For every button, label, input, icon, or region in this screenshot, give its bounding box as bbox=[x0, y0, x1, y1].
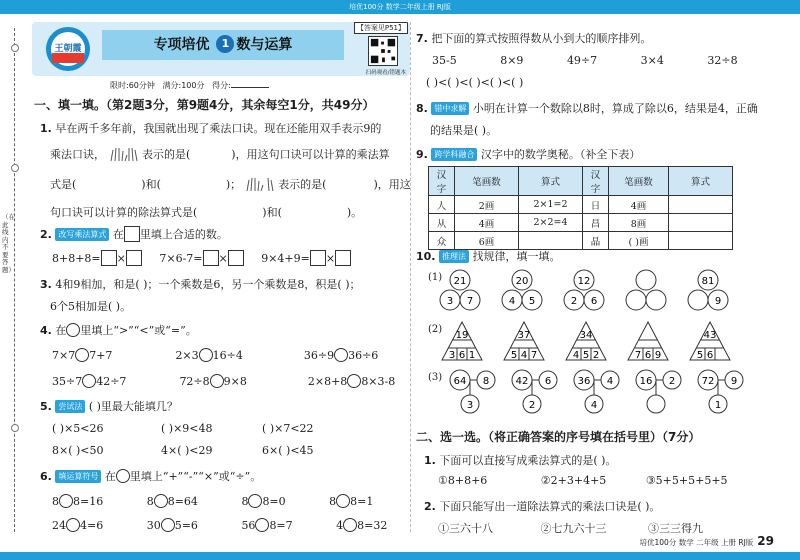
operator-circle[interactable] bbox=[59, 494, 73, 508]
table-row bbox=[429, 232, 733, 250]
q1-line3 bbox=[50, 176, 411, 192]
q4-expr: 7×7 bbox=[52, 349, 76, 362]
pattern-number: 4 bbox=[520, 350, 528, 361]
q5-row2 bbox=[52, 444, 314, 457]
q5-ineq: 6×( )<45 bbox=[262, 444, 314, 457]
times-sign: × bbox=[325, 252, 336, 265]
q8-line2: 的结果是( )。 bbox=[430, 124, 498, 137]
pattern-circle bbox=[688, 290, 708, 310]
pattern-number: 2 bbox=[528, 400, 536, 411]
operator-circle[interactable] bbox=[336, 494, 350, 508]
margin-notice: （在此线内不要答题） bbox=[2, 213, 15, 274]
c2-number: 2. bbox=[424, 500, 436, 513]
c2-line bbox=[424, 498, 660, 514]
q6-operand: 8 bbox=[52, 495, 59, 508]
pattern-number: 72 bbox=[701, 376, 715, 387]
q4-expr: 8×3-8 bbox=[361, 375, 396, 388]
pattern-number: 21 bbox=[453, 276, 467, 287]
operator-circle[interactable] bbox=[66, 518, 80, 532]
column-header: 算式 bbox=[519, 167, 583, 196]
pattern-number: 6 bbox=[644, 350, 652, 361]
q4-number: 4. bbox=[40, 324, 52, 337]
pattern-circle bbox=[647, 395, 665, 413]
compare-circle[interactable] bbox=[75, 348, 89, 362]
q1-line1 bbox=[40, 120, 381, 136]
pattern-number: 5 bbox=[582, 350, 590, 361]
pattern-number: 4 bbox=[572, 350, 580, 361]
page-number: 29 bbox=[757, 534, 774, 548]
pattern-number: 43 bbox=[703, 330, 717, 341]
q6-operand: 4 bbox=[336, 519, 344, 532]
q5-text: ( )里最大能填几？ bbox=[88, 400, 178, 413]
q3-line1 bbox=[40, 276, 361, 292]
operator-circle[interactable] bbox=[255, 518, 269, 532]
q4-expr: 72÷8 bbox=[179, 375, 210, 388]
option[interactable]: ③5+5+5+5+5 bbox=[645, 474, 728, 487]
cell: 众 bbox=[429, 232, 455, 250]
q4-expr: 16÷4 bbox=[212, 349, 243, 362]
pattern-number: 36 bbox=[577, 376, 591, 387]
compare-circle[interactable] bbox=[347, 374, 361, 388]
q6-result: 8=16 bbox=[73, 495, 104, 508]
q5-line1 bbox=[40, 398, 178, 414]
q2-line2 bbox=[52, 250, 351, 266]
q1-text3c: )； bbox=[225, 178, 242, 191]
pattern-number: 5 bbox=[510, 350, 518, 361]
top-banner: 培优100分 数学二年级上册 RJ版 bbox=[0, 0, 800, 14]
q2-expr-c: 9×4+9= bbox=[261, 252, 310, 265]
q3-text1: 4和9相加，和是( )；一个乘数是6，另一个乘数是8，积是( )； bbox=[55, 278, 361, 291]
square-icon bbox=[124, 226, 140, 242]
option[interactable]: ①三六十八 bbox=[438, 522, 493, 535]
pattern-circle bbox=[626, 290, 646, 310]
q6-tag: 填运算符号 bbox=[55, 470, 101, 483]
answer-box[interactable] bbox=[310, 250, 326, 266]
cell: 人 bbox=[429, 196, 455, 214]
option[interactable]: ②2+3+4+5 bbox=[540, 474, 607, 487]
q2-text2: 里填上合适的数。 bbox=[139, 228, 228, 241]
q5-row1 bbox=[52, 422, 314, 435]
q8-number: 8. bbox=[416, 102, 428, 115]
column-header: 笔画数 bbox=[455, 167, 519, 196]
q4-expr: 7+7 bbox=[89, 349, 113, 362]
q9-tag: 跨学科融合 bbox=[431, 148, 477, 161]
q6-result: 8=0 bbox=[262, 495, 286, 508]
pattern-number: 6 bbox=[706, 350, 714, 361]
q4-line1 bbox=[40, 322, 197, 338]
cut-line bbox=[14, 28, 15, 532]
answer-cell[interactable] bbox=[669, 214, 733, 232]
q4-row1 bbox=[52, 348, 378, 362]
cell: 日 bbox=[583, 196, 609, 214]
table-row bbox=[429, 196, 733, 214]
q10-part2-label: (2) bbox=[428, 324, 443, 335]
q5-tag: 尝试法 bbox=[55, 400, 85, 413]
q6-result: 5=6 bbox=[174, 519, 198, 532]
operator-circle[interactable] bbox=[161, 518, 175, 532]
operator-circle[interactable] bbox=[154, 494, 168, 508]
q6-operand: 30 bbox=[146, 519, 161, 532]
c1-number: 1. bbox=[424, 454, 436, 467]
cell: 晶 bbox=[583, 232, 609, 250]
punch-hole-icon bbox=[11, 424, 19, 432]
q1-text3a: 式是( bbox=[50, 178, 77, 191]
q6-operand: 24 bbox=[52, 519, 66, 532]
pattern-number: 8 bbox=[482, 376, 490, 387]
q6-number: 6. bbox=[40, 470, 52, 483]
answer-reference: 【答案见P51】 bbox=[354, 22, 408, 34]
bottom-banner bbox=[0, 552, 800, 560]
q8-text1: 小明在计算一个数除以8时，算成了除以6，结果是4，正确 bbox=[472, 102, 758, 115]
q4-expr: 2×3 bbox=[175, 349, 199, 362]
q9-text: 汉字中的数学奥秘。（补全下表） bbox=[480, 148, 641, 161]
pattern-number: 37 bbox=[517, 330, 531, 341]
pattern-number: 42 bbox=[515, 376, 529, 387]
q7-item: 8×9 bbox=[500, 54, 524, 67]
score-label: 得分: bbox=[212, 81, 231, 90]
logo-text: 王朝霞 bbox=[54, 44, 82, 54]
cell: 昌 bbox=[583, 214, 609, 232]
q10-part1-label: (1) bbox=[428, 272, 443, 283]
q1-text4c: )。 bbox=[346, 206, 363, 219]
pattern-number: 4 bbox=[508, 296, 516, 307]
page-footer bbox=[640, 534, 774, 548]
cell: 8画 bbox=[609, 214, 669, 232]
table-header-row bbox=[429, 167, 733, 196]
q7-text: 把下面的算式按照得数从小到大的顺序排列。 bbox=[431, 32, 652, 45]
pattern-number: 1 bbox=[714, 400, 722, 411]
pattern-number: 3 bbox=[446, 296, 454, 307]
compare-circle[interactable] bbox=[210, 374, 224, 388]
q1-text3e: )，用这 bbox=[373, 178, 411, 191]
q4-expr: 36÷6 bbox=[348, 349, 379, 362]
q8-tag: 错中求解 bbox=[431, 102, 469, 115]
answer-cell[interactable] bbox=[519, 232, 583, 250]
q1-text2a: 乘法口诀， bbox=[50, 148, 105, 161]
q6-result: 8=32 bbox=[357, 519, 388, 532]
pattern-number: 81 bbox=[701, 276, 715, 287]
pattern-number: 3 bbox=[448, 350, 456, 361]
pattern-number: 9 bbox=[730, 376, 738, 387]
q2-expr-b: 7×6-7= bbox=[159, 252, 203, 265]
pattern-number: 7 bbox=[530, 350, 538, 361]
compare-circle[interactable] bbox=[199, 348, 213, 362]
q6-operand: 8 bbox=[146, 495, 154, 508]
q7-items bbox=[432, 54, 738, 67]
pattern-circle bbox=[646, 290, 666, 310]
option[interactable]: ③三三得九 bbox=[648, 522, 703, 535]
times-sign: × bbox=[116, 252, 126, 265]
q7-number: 7. bbox=[416, 32, 428, 45]
pattern-number: 2 bbox=[592, 350, 600, 361]
q10-text: 找规律，填一填。 bbox=[472, 250, 561, 263]
c1-line bbox=[424, 452, 616, 468]
q2-tag: 改写乘法算式 bbox=[55, 228, 109, 241]
q2-expr-a: 8+8+8= bbox=[52, 252, 101, 265]
column-header: 汉字 bbox=[429, 167, 455, 196]
answer-cell[interactable] bbox=[669, 196, 733, 214]
compare-circle[interactable] bbox=[334, 348, 348, 362]
linked-circle-figure bbox=[440, 368, 770, 416]
q3-number: 3. bbox=[40, 278, 52, 291]
hands-nine-icon bbox=[109, 146, 139, 162]
punch-hole-icon bbox=[11, 44, 19, 52]
pattern-number: 5 bbox=[528, 296, 536, 307]
q10-line1 bbox=[416, 248, 561, 264]
cell: 2×2=4 bbox=[519, 214, 583, 232]
pattern-number: 9 bbox=[714, 296, 722, 307]
q6-text2: 里填上“+”“-”“×”或“÷”。 bbox=[129, 470, 262, 483]
column-header: 算式 bbox=[669, 167, 733, 196]
answer-box[interactable] bbox=[126, 250, 142, 266]
pattern-number: 7 bbox=[466, 296, 474, 307]
circle-icon bbox=[66, 323, 80, 337]
q6-operand: 8 bbox=[329, 495, 337, 508]
q4-row2 bbox=[52, 374, 395, 388]
q3-line2: 6个5相加是( )。 bbox=[50, 300, 132, 313]
q6-row2 bbox=[52, 518, 387, 532]
q10-part3-label: (3) bbox=[428, 372, 443, 383]
q2-text: 在 bbox=[112, 228, 124, 241]
q1-text4b: )和( bbox=[262, 206, 282, 219]
chinese-characters-table bbox=[428, 166, 733, 250]
q5-ineq: ( )×7<22 bbox=[262, 422, 314, 435]
c1-options bbox=[438, 474, 728, 487]
column-header: 汉字 bbox=[583, 167, 609, 196]
pattern-number: 12 bbox=[577, 276, 591, 287]
qr-caption: 扫码观看/错题本 bbox=[365, 70, 406, 76]
section-one-title: 一、填一填。（第2题3分，第9题4分，其余每空1分，共49分） bbox=[34, 98, 375, 112]
q6-row1 bbox=[52, 494, 373, 508]
q4-text: 在 bbox=[55, 324, 67, 337]
score-blank[interactable] bbox=[231, 87, 269, 88]
q2-line1 bbox=[40, 226, 228, 242]
q5-ineq: ( )×5<26 bbox=[52, 422, 104, 435]
q10-tag: 推理法 bbox=[439, 250, 469, 263]
option[interactable]: ②七九六十三 bbox=[540, 522, 607, 535]
page-title bbox=[102, 30, 344, 60]
answer-box[interactable] bbox=[203, 250, 219, 266]
pattern-number: 2 bbox=[668, 376, 676, 387]
c1-text: 下面可以直接写成乘法算式的是( )。 bbox=[439, 454, 617, 467]
q1-line4 bbox=[50, 204, 362, 220]
q5-ineq: 8×( )<50 bbox=[52, 444, 104, 457]
pattern-number: 4 bbox=[590, 400, 598, 411]
cell: 6画 bbox=[455, 232, 519, 250]
cell: 从 bbox=[429, 214, 455, 232]
pattern-number: 20 bbox=[515, 276, 529, 287]
q4-expr: 36÷9 bbox=[303, 349, 335, 362]
q1-number: 1. bbox=[40, 122, 52, 135]
q7-order: ( )<( )<( )<( )<( ) bbox=[426, 76, 524, 89]
q6-text: 在 bbox=[104, 470, 116, 483]
section-two-title: 二、选一选。（将正确答案的序号填在括号里）（7分） bbox=[416, 430, 701, 444]
answer-box[interactable] bbox=[335, 250, 351, 266]
pattern-number: 4 bbox=[606, 376, 614, 387]
pattern-number: 6 bbox=[458, 350, 466, 361]
operator-circle[interactable] bbox=[248, 494, 262, 508]
q7-item: 49÷7 bbox=[566, 54, 598, 67]
answer-box[interactable] bbox=[101, 250, 117, 266]
q9-number: 9. bbox=[416, 148, 428, 161]
q7-line1 bbox=[416, 30, 651, 46]
q4-expr: 9×8 bbox=[223, 375, 247, 388]
pattern-number: 64 bbox=[453, 376, 467, 387]
q1-text2c: )，用这句口诀可以计算的乘法算 bbox=[231, 148, 390, 161]
pattern-number: 7 bbox=[634, 350, 642, 361]
pattern-number: 1 bbox=[468, 350, 476, 361]
pattern-number: 16 bbox=[639, 376, 653, 387]
q5-ineq: ( )×9<48 bbox=[161, 422, 213, 435]
footer-text: 培优100分 数学 二年级 上册 RJ版 bbox=[639, 538, 754, 547]
title-number: 1 bbox=[216, 35, 234, 53]
q7-item: 35-5 bbox=[432, 54, 457, 67]
table-row bbox=[429, 214, 733, 232]
title-prefix: 专项培优 bbox=[153, 37, 210, 53]
q4-text2: 里填上“>”“<”或“=”。 bbox=[80, 324, 197, 337]
cell: 2×1=2 bbox=[519, 196, 583, 214]
pattern-number: 6 bbox=[544, 376, 552, 387]
q5-number: 5. bbox=[40, 400, 52, 413]
c2-text: 下面只能写出一道除法算式的乘法口诀是( )。 bbox=[439, 500, 661, 513]
q7-item: 32÷8 bbox=[707, 54, 738, 67]
q6-line1 bbox=[40, 468, 261, 484]
hands-eight-icon bbox=[245, 176, 275, 192]
pattern-circle bbox=[636, 270, 656, 290]
answer-cell[interactable] bbox=[669, 232, 733, 250]
title-topic: 数与运算 bbox=[236, 37, 293, 53]
cell: 4画 bbox=[609, 196, 669, 214]
pattern-number: 6 bbox=[590, 296, 598, 307]
q6-result: 8=64 bbox=[167, 495, 198, 508]
option[interactable]: ①8+8+6 bbox=[438, 474, 488, 487]
q6-operand: 8 bbox=[241, 495, 249, 508]
full-score: 满分:100分 bbox=[162, 81, 205, 90]
time-limit: 限时:60分钟 bbox=[110, 81, 155, 90]
punch-hole-icon bbox=[11, 164, 19, 172]
q6-result: 8=7 bbox=[269, 519, 293, 532]
q7-item: 3×4 bbox=[640, 54, 664, 67]
q9-line1 bbox=[416, 146, 640, 162]
times-sign: × bbox=[218, 252, 228, 265]
pattern-number: 5 bbox=[696, 350, 704, 361]
logo-icon bbox=[38, 24, 98, 74]
answer-cell[interactable]: ( )画 bbox=[609, 232, 669, 250]
pattern-number: 34 bbox=[579, 330, 593, 341]
q6-result: 4=6 bbox=[80, 519, 104, 532]
answer-box[interactable] bbox=[228, 250, 244, 266]
q1-text3d: 表示的是( bbox=[278, 178, 327, 191]
q4-expr: 42÷7 bbox=[96, 375, 127, 388]
q6-result: 8=1 bbox=[350, 495, 374, 508]
page-header bbox=[32, 22, 410, 76]
column-header: 笔画数 bbox=[609, 167, 669, 196]
qr-code-icon[interactable] bbox=[368, 36, 398, 66]
q1-text2b: 表示的是( bbox=[142, 148, 191, 161]
triangle-pattern-figure bbox=[440, 320, 770, 364]
q10-number: 10. bbox=[416, 250, 436, 263]
q5-ineq: 4×( )<29 bbox=[161, 444, 213, 457]
q1-text3b: )和( bbox=[141, 178, 161, 191]
exam-meta bbox=[110, 80, 269, 91]
pattern-number: 9 bbox=[654, 350, 662, 361]
binding-margin bbox=[0, 14, 22, 552]
circle-icon bbox=[116, 469, 130, 483]
pattern-number: 3 bbox=[466, 400, 474, 411]
q1-text1: 早在两千多年前，我国就出现了乘法口诀。现在还能用双手表示9的 bbox=[55, 122, 382, 135]
q6-operand: 56 bbox=[241, 519, 256, 532]
q8-line1 bbox=[416, 100, 758, 116]
column-divider bbox=[410, 22, 411, 532]
pattern-number: 2 bbox=[570, 296, 578, 307]
q4-expr: 2×8+8 bbox=[307, 375, 348, 388]
operator-circle[interactable] bbox=[343, 518, 357, 532]
circle-pattern-figure bbox=[440, 268, 770, 316]
q1-text4a: 句口诀可以计算的除法算式是( bbox=[50, 206, 198, 219]
cell: 4画 bbox=[455, 214, 519, 232]
q2-number: 2. bbox=[40, 228, 52, 241]
q1-line2 bbox=[50, 146, 390, 162]
pattern-number: 19 bbox=[455, 330, 469, 341]
cell: 2画 bbox=[455, 196, 519, 214]
q4-expr: 35÷7 bbox=[52, 375, 83, 388]
compare-circle[interactable] bbox=[82, 374, 96, 388]
